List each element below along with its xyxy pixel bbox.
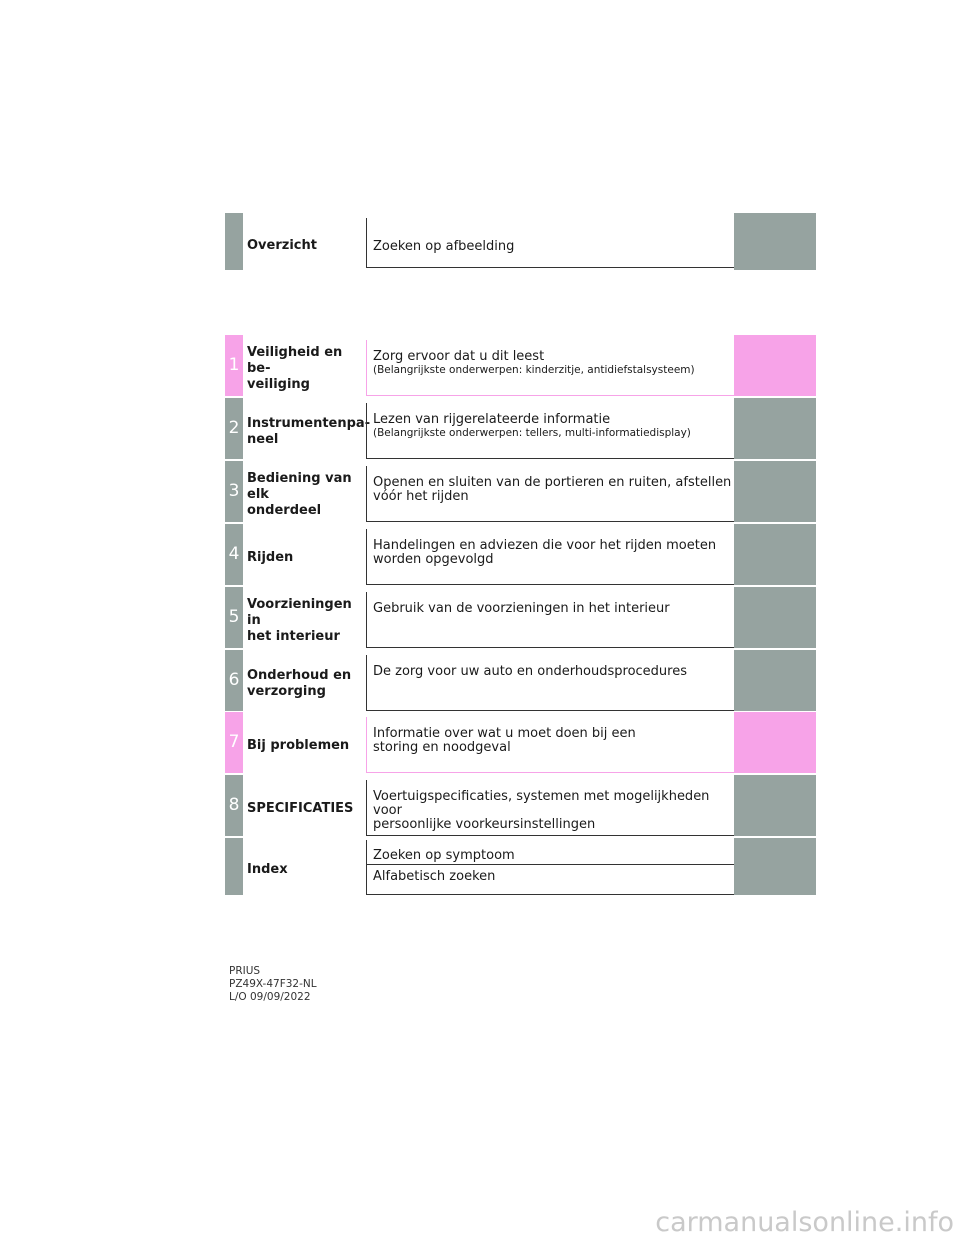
chapter-desc: De zorg voor uw auto en onderhoudsprocedures — [366, 655, 734, 711]
overview-bar — [225, 213, 243, 270]
footer-info — [229, 965, 317, 1004]
chapter-desc: Zorg ervoor dat u dit leest (Belangrijkste onderwerpen: kinderzitje, antidiefstalsysteem) — [366, 340, 734, 396]
footer-date: L/O 09/09/2022 — [229, 991, 311, 1003]
index-alphabetic-link[interactable]: Alfabetisch zoeken — [366, 865, 734, 895]
overview-row[interactable] — [225, 213, 816, 270]
chapter-row-4[interactable] — [225, 524, 816, 585]
chapter-title: Bediening van elk onderdeel — [247, 470, 352, 518]
chapter-desc: Handelingen en adviezen die voor het rijden moeten worden opgevolgd — [366, 529, 734, 585]
chapter-tab-3[interactable] — [734, 461, 816, 522]
chapter-desc: Gebruik van de voorzieningen in het interieur — [366, 592, 734, 648]
chapter-number: 6 — [225, 650, 243, 711]
chapter-tab-4[interactable] — [734, 524, 816, 585]
index-desc — [366, 840, 734, 896]
chapter-row-5[interactable] — [225, 587, 816, 648]
footer-code: PZ49X-47F32-NL — [229, 978, 317, 990]
chapter-tab-1[interactable] — [734, 335, 816, 396]
chapter-title: Bij problemen — [247, 737, 350, 753]
chapter-desc: Lezen van rijgerelateerde informatie (Belangrijkste onderwerpen: tellers, multi-informatiedisplay) — [366, 403, 734, 459]
index-title: Index — [247, 861, 288, 877]
chapter-row-2[interactable] — [225, 398, 816, 459]
overview-title: Overzicht — [247, 238, 317, 253]
chapter-title: SPECIFICATIES — [247, 800, 354, 816]
chapter-number: 2 — [225, 398, 243, 459]
overview-desc: Zoeken op afbeelding — [366, 218, 734, 268]
chapter-desc: Informatie over wat u moet doen bij een storing en noodgeval — [366, 717, 734, 773]
chapter-number: 4 — [225, 524, 243, 585]
chapter-number: 8 — [225, 775, 243, 836]
chapter-desc: Openen en sluiten van de portieren en ruiten, afstellen vóór het rijden — [366, 466, 734, 522]
index-row[interactable] — [225, 838, 816, 895]
chapter-row-6[interactable] — [225, 650, 816, 711]
footer-model: PRIUS — [229, 965, 261, 977]
chapter-title: Veiligheid en be- veiliging — [247, 344, 343, 392]
chapter-tab-7[interactable] — [734, 712, 816, 773]
index-symptom-link[interactable]: Zoeken op symptoom — [366, 840, 734, 865]
chapter-title: Onderhoud en verzorging — [247, 667, 352, 699]
chapter-number: 5 — [225, 587, 243, 648]
chapter-row-1[interactable] — [225, 335, 816, 396]
chapter-tab-8[interactable] — [734, 775, 816, 836]
chapter-title: Instrumentenpa- neel — [247, 415, 371, 447]
chapter-tab-2[interactable] — [734, 398, 816, 459]
chapter-row-7[interactable] — [225, 712, 816, 773]
overview-tab[interactable] — [734, 213, 816, 270]
watermark: carmanualsonline.info — [655, 1207, 954, 1238]
chapter-tab-5[interactable] — [734, 587, 816, 648]
index-tab[interactable] — [734, 838, 816, 895]
chapter-row-3[interactable] — [225, 461, 816, 522]
chapter-number: 1 — [225, 335, 243, 396]
chapter-tab-6[interactable] — [734, 650, 816, 711]
chapter-desc: Voertuigspecificaties, systemen met mogelijkheden voor persoonlijke voorkeursinstellingen — [366, 780, 734, 836]
chapter-row-8[interactable] — [225, 775, 816, 836]
chapter-title: Rijden — [247, 549, 294, 565]
chapter-number: 3 — [225, 461, 243, 522]
chapter-number: 7 — [225, 712, 243, 773]
index-bar — [225, 838, 243, 895]
chapter-title: Voorzieningen in het interieur — [247, 596, 352, 644]
